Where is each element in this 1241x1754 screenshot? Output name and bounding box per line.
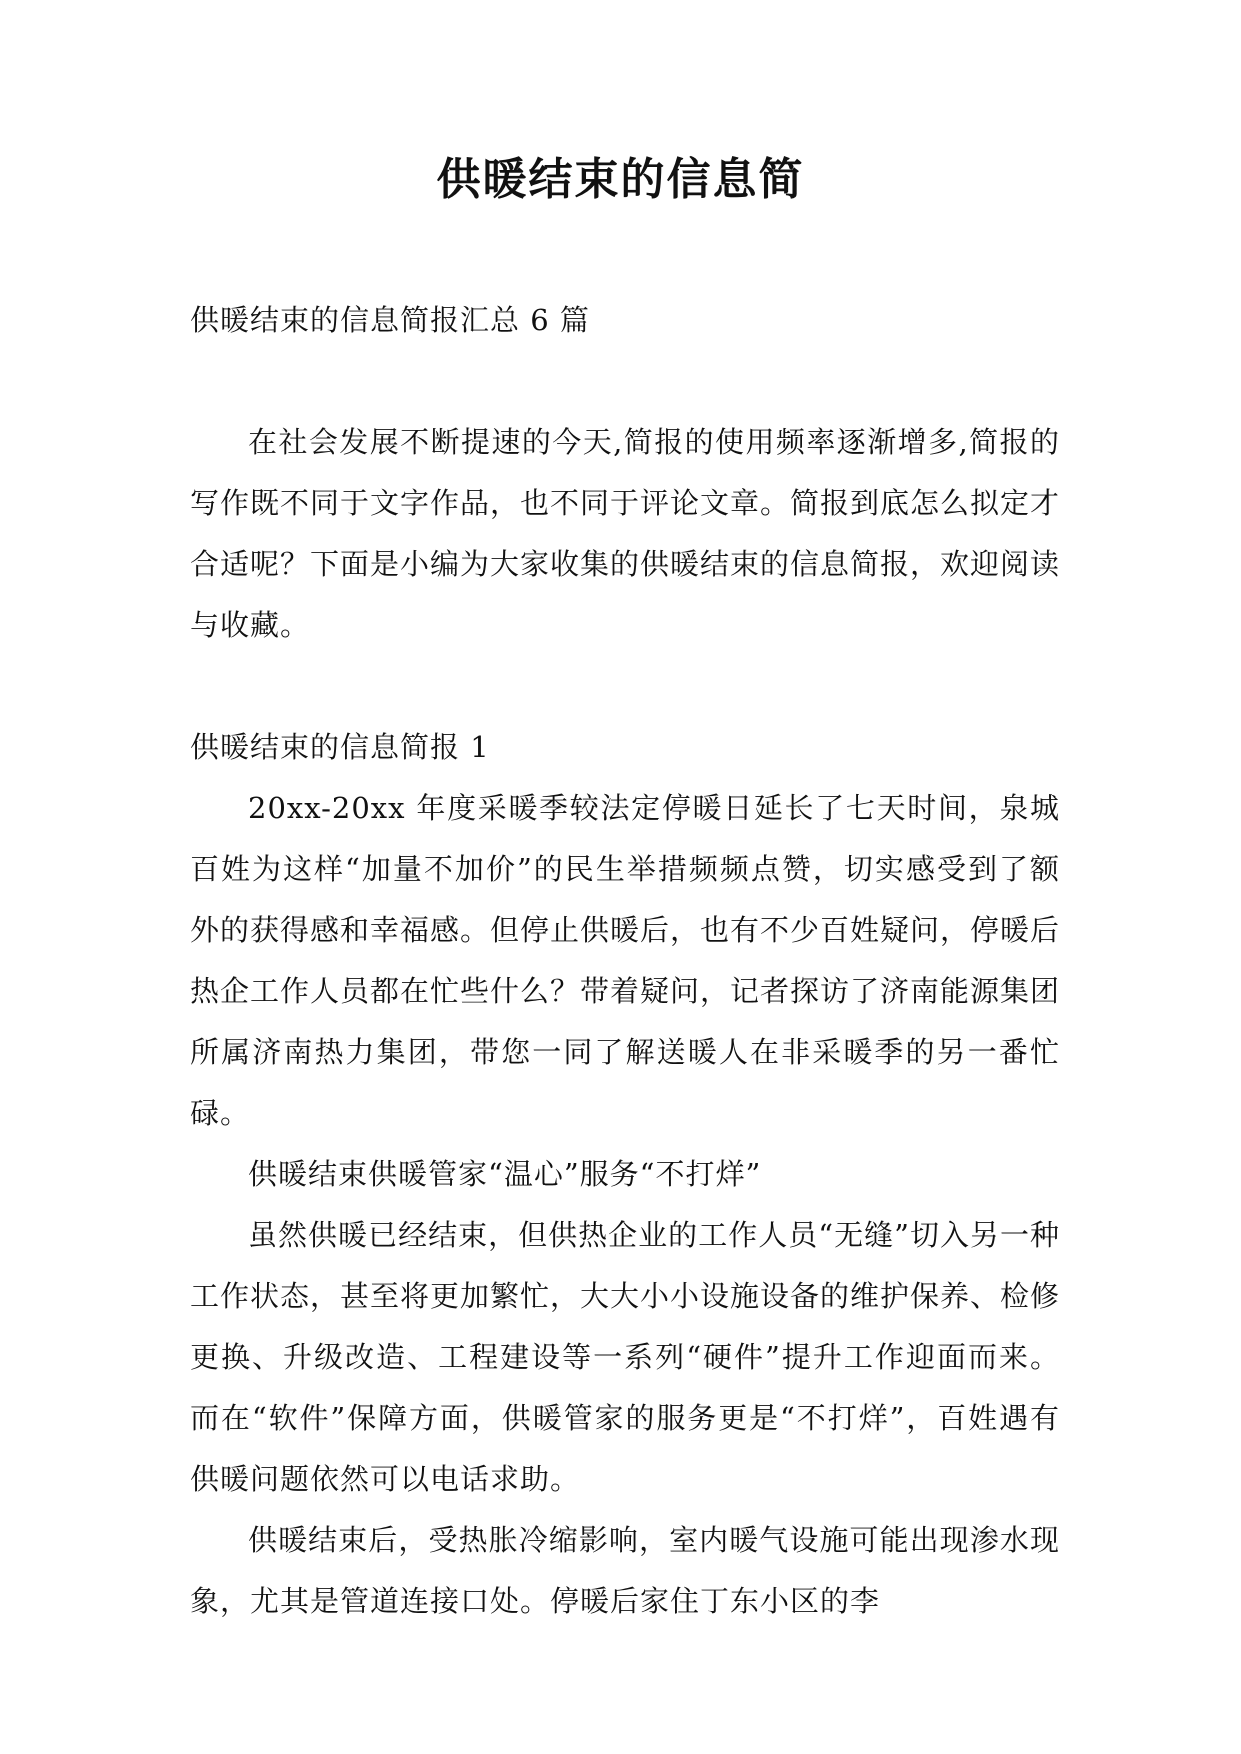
document-body xyxy=(190,290,1060,1632)
intro-paragraph: 在社会发展不断提速的今天,简报的使用频率逐渐增多,简报的写作既不同于文字作品，也不同于评论文章。简报到底怎么拟定才合适呢？下面是小编为大家收集的供暖结束的信息简报，欢迎阅读与收藏。 xyxy=(190,425,1061,642)
body-paragraph: 虽然供暖已经结束，但供热企业的工作人员“无缝”切入另一种工作状态，甚至将更加繁忙，大大小小设施设备的维护保养、检修更换、升级改造、工程建设等一系列“硬件”提升工作迎面而来。而在“软件”保障方面，供暖管家的服务更是“不打烊”，百姓遇有供暖问题依然可以电话求助。 xyxy=(190,1218,1061,1496)
document-subtitle: 供暖结束的信息简报汇总 6 篇 xyxy=(190,303,590,337)
section-heading: 供暖结束的信息简报 1 xyxy=(190,730,490,764)
document-title: 供暖结束的信息简 xyxy=(436,154,805,205)
body-paragraph: 20xx-20xx 年度采暖季较法定停暖日延长了七天时间，泉城百姓为这样“加量不加价”的民生举措频频点赞，切实感受到了额外的获得感和幸福感。但停止供暖后，也有不少百姓疑问，停暖后热企工作人员都在忙些什么？带着疑问，记者探访了济南能源集团所属济南热力集团，带您一同了解送暖人在非采暖季的另一番忙碌。 xyxy=(190,791,1061,1130)
body-paragraph: 供暖结束后，受热胀冷缩影响，室内暖气设施可能出现渗水现象，尤其是管道连接口处。停暖后家住丁东小区的李 xyxy=(190,1523,1060,1618)
section-subheading: 供暖结束供暖管家“温心”服务“不打烊” xyxy=(248,1157,762,1191)
